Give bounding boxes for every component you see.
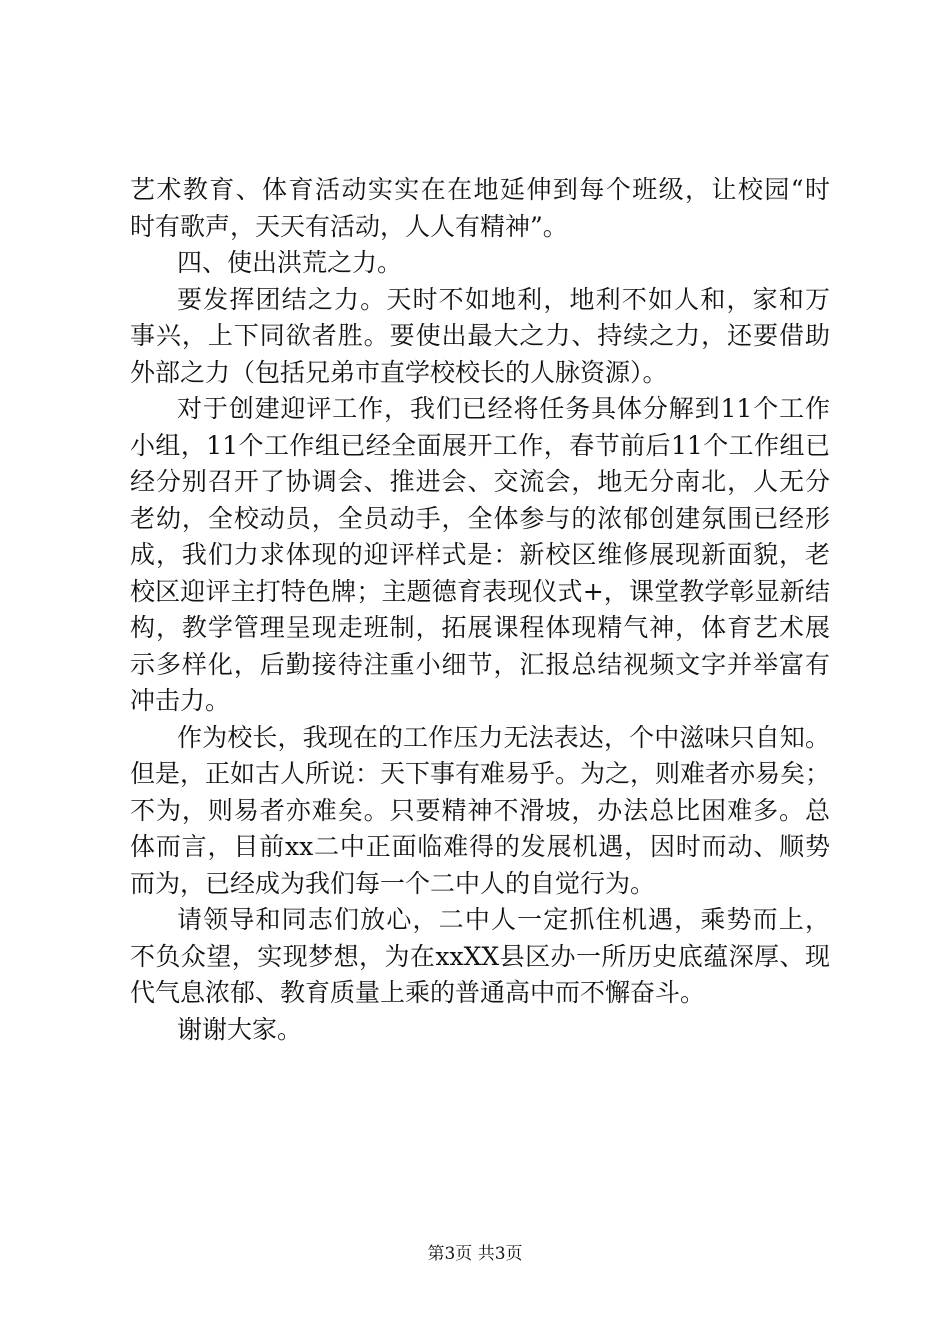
page-number-footer: 第3页 共3页 bbox=[427, 1244, 523, 1264]
text-line: 代气息浓郁、教育质量上乘的普通高中而不懈奋斗。 bbox=[130, 978, 706, 1007]
text-line: 事兴，上下同欲者胜。要使出最大之力、持续之力，还要借助 bbox=[130, 321, 830, 350]
document-body bbox=[130, 172, 830, 1048]
text-line: 经分别召开了协调会、推进会、交流会，地无分南北，人无分 bbox=[130, 467, 830, 496]
text-line: 时有歌声，天天有活动，人人有精神”。 bbox=[130, 211, 568, 241]
text-line: 老幼，全校动员，全员动手，全体参与的浓郁创建氛围已经形 bbox=[130, 503, 830, 533]
text-line: 不负众望，实现梦想，为在xxXX县区办一所历史底蕴深厚、现 bbox=[130, 941, 830, 971]
text-line: 校区迎评主打特色牌；主题德育表现仪式+，课堂教学彰显新结 bbox=[130, 576, 830, 606]
text-line: 冲击力。 bbox=[130, 686, 231, 715]
section-heading: 四、使出洪荒之力。 bbox=[177, 248, 403, 277]
text-line: 体而言，目前xx二中正面临难得的发展机遇，因时而动、顺势 bbox=[130, 832, 830, 861]
text-line: 但是，正如古人所说：天下事有难易乎。为之，则难者亦易矣； bbox=[130, 759, 831, 788]
text-line: 构，教学管理呈现走班制，拓展课程体现精气神，体育艺术展 bbox=[130, 613, 830, 642]
text-line: 不为，则易者亦难矣。只要精神不滑坡，办法总比困难多。总 bbox=[130, 795, 830, 825]
text-line: 作为校长，我现在的工作压力无法表达，个中滋味只自知。 bbox=[177, 722, 830, 752]
text-line: 要发挥团结之力。天时不如地利，地利不如人和，家和万 bbox=[177, 284, 830, 314]
text-line: 外部之力（包括兄弟市直学校校长的人脉资源）。 bbox=[130, 357, 668, 387]
text-line: 小组，11个工作组已经全面展开工作，春节前后11个工作组已 bbox=[130, 430, 830, 460]
text-line: 成，我们力求体现的迎评样式是：新校区维修展现新面貌，老 bbox=[130, 540, 830, 569]
text-line: 请领导和同志们放心，二中人一定抓住机遇，乘势而上， bbox=[177, 905, 830, 934]
text-line: 艺术教育、体育活动实实在在地延伸到每个班级，让校园“时 bbox=[130, 175, 830, 204]
text-line: 示多样化，后勤接待注重小细节，汇报总结视频文字并举富有 bbox=[130, 649, 830, 679]
text-line: 对于创建迎评工作，我们已经将任务具体分解到11个工作 bbox=[177, 394, 830, 423]
closing-line: 谢谢大家。 bbox=[177, 1014, 303, 1044]
text-line: 而为，已经成为我们每一个二中人的自觉行为。 bbox=[130, 868, 656, 898]
